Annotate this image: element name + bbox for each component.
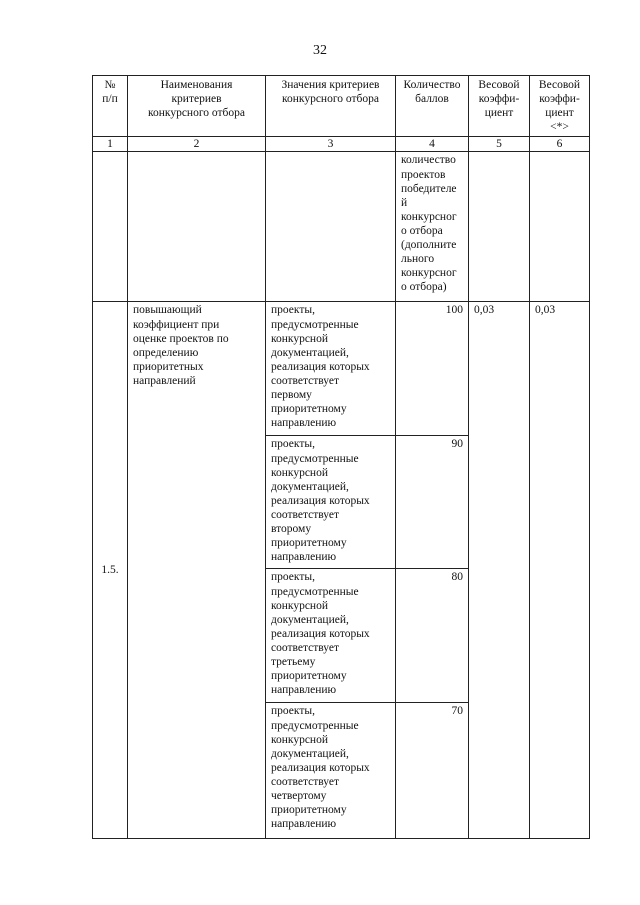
continuation-text: количество проектов победителе й конкурсног о отбора (дополните льного конкурсног о отбора) — [401, 154, 457, 294]
table-cell — [266, 152, 396, 302]
header-cell — [128, 76, 266, 137]
column-number: 4 — [396, 137, 469, 152]
header-row — [93, 76, 590, 137]
weight-cell — [469, 302, 530, 839]
header-cell — [266, 76, 396, 137]
header-score: Количество баллов — [403, 79, 461, 106]
column-number: 2 — [128, 137, 266, 152]
table-cell — [469, 152, 530, 302]
score-cell — [396, 436, 469, 569]
criterion-value: проекты, предусмотренные конкурсной документацией, реализация которых соответствует четвертому приоритетному направлению — [271, 705, 370, 831]
section-number: 1.5. — [101, 564, 119, 577]
continuation-row — [93, 152, 590, 302]
score-cell — [396, 569, 469, 703]
table-cell — [93, 152, 128, 302]
criterion-value: проекты, предусмотренные конкурсной документацией, реализация которых соответствует второму приоритетному направлению — [271, 438, 370, 564]
criterion-cell — [128, 302, 266, 839]
header-weight: Весовой коэффи- циент — [478, 79, 520, 120]
weight-value: 0,03 — [474, 304, 495, 317]
header-criteria-name: Наименования критериев конкурсного отбора — [148, 79, 245, 120]
table-cell — [128, 152, 266, 302]
value-cell — [266, 436, 396, 569]
value-cell — [266, 302, 396, 436]
header-weight-alt: Весовой коэффи- циент <*> — [538, 79, 581, 134]
criteria-table — [92, 75, 590, 839]
score: 90 — [451, 438, 463, 451]
score: 100 — [445, 304, 463, 317]
score-cell — [396, 302, 469, 436]
section-number-cell — [93, 302, 128, 839]
table-cell — [530, 152, 590, 302]
criterion-name: повышающий коэффициент при оценке проектов по определению приоритетных направлений — [133, 304, 229, 387]
value-cell — [266, 569, 396, 703]
criterion-value: проекты, предусмотренные конкурсной документацией, реализация которых соответствует третьему приоритетному направлению — [271, 571, 370, 697]
header-criteria-values: Значения критериев конкурсного отбора — [281, 79, 380, 106]
header-number: № п/п — [102, 79, 118, 106]
table-row — [93, 302, 590, 436]
column-number: 3 — [266, 137, 396, 152]
score: 80 — [451, 571, 463, 584]
header-cell — [396, 76, 469, 137]
score-cell — [396, 703, 469, 839]
score: 70 — [451, 705, 463, 718]
column-number: 6 — [530, 137, 590, 152]
header-cell — [530, 76, 590, 137]
header-cell — [469, 76, 530, 137]
page-number: 32 — [313, 43, 327, 58]
column-number-row — [93, 137, 590, 152]
column-number: 5 — [469, 137, 530, 152]
table-cell — [396, 152, 469, 302]
value-cell — [266, 703, 396, 839]
criterion-value: проекты, предусмотренные конкурсной документацией, реализация которых соответствует первому приоритетному направлению — [271, 304, 370, 430]
header-cell — [93, 76, 128, 137]
weight-alt-value: 0,03 — [535, 304, 556, 317]
column-number: 1 — [93, 137, 128, 152]
weight-alt-cell — [530, 302, 590, 839]
